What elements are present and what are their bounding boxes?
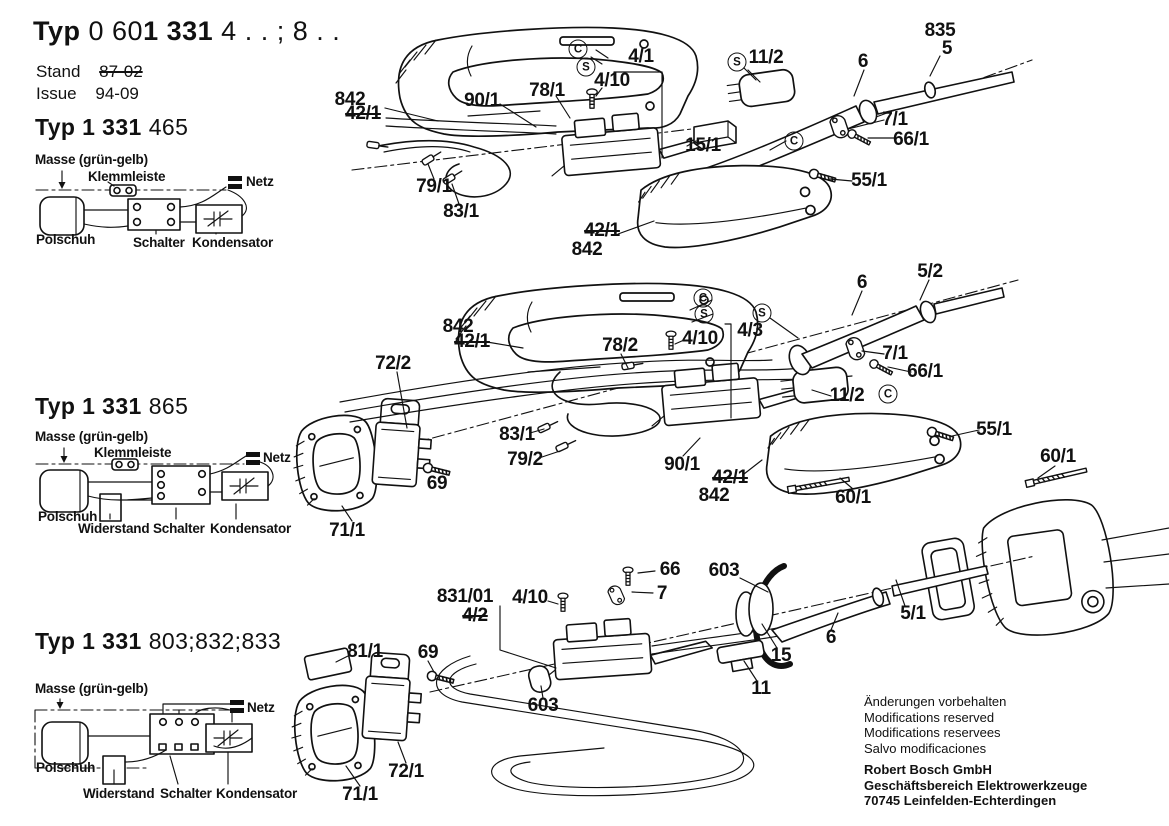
part-label-5-view1: 5 (941, 38, 953, 59)
part-label-60-1-view2: 60/1 (1040, 446, 1076, 467)
circled-letter-s-view1: S (728, 53, 747, 72)
label-widerstand-2: Widerstand (78, 521, 150, 536)
part-label-4-10-view3: 4/10 (512, 587, 548, 608)
part-label-842-view1: 842 (334, 89, 366, 110)
label-klemmleiste-2: Klemmleiste (94, 445, 172, 460)
part-label-835-view1: 835 (924, 20, 956, 41)
circled-letter-s-view1: S (577, 58, 596, 77)
part-label-90-1-view1: 90/1 (464, 90, 500, 111)
footer-block (864, 694, 1087, 809)
footer-note: Salvo modificaciones (864, 740, 987, 756)
part-label-6-view1: 6 (857, 51, 869, 72)
part-label-83-1-view2: 83/1 (499, 424, 535, 445)
footer-note: Modifications reserved (864, 709, 995, 725)
document-title (33, 16, 340, 47)
part-label-11-view3: 11 (751, 678, 771, 699)
issue-label: Issue (36, 84, 77, 103)
label-netz-3: Netz (247, 700, 275, 715)
label-kondensator-1: Kondensator (192, 235, 274, 250)
footer-note: Änderungen vorbehalten (864, 694, 1007, 709)
type-code-post: 4 . . ; 8 . . (221, 16, 341, 46)
part-label-842-view2: 842 (442, 316, 474, 337)
part-label-4-1-view1: 4/1 (628, 46, 654, 67)
label-schalter-3: Schalter (160, 786, 212, 801)
part-label-69-view3: 69 (417, 642, 439, 663)
section-title-465: Typ 1 331 465 (35, 114, 189, 140)
circled-letter-c-view1: C (569, 40, 588, 59)
label-masse-2: Masse (grün-gelb) (35, 429, 148, 444)
section-title-865: Typ 1 331 865 (35, 393, 189, 419)
part-label-5-2-view2: 5/2 (917, 261, 943, 282)
footer-note: Modifications reservees (864, 725, 1001, 740)
view2-art (290, 280, 1169, 643)
part-label-15-1-view1: 15/1 (685, 135, 721, 156)
part-label-4-3-view2: 4/3 (737, 320, 763, 341)
part-label-78-1-view1: 78/1 (529, 80, 565, 101)
part-label-42-1-view1: 42/1 (345, 103, 381, 124)
label-schalter-1: Schalter (133, 235, 185, 250)
circled-letter-s-view2: S (695, 305, 714, 324)
circled-letter-c-view1: C (785, 132, 804, 151)
label-masse-1: Masse (grün-gelb) (35, 152, 148, 167)
part-label-90-1-view2: 90/1 (664, 454, 700, 475)
part-label-5-1-view3: 5/1 (900, 603, 926, 624)
part-label-69-view2: 69 (426, 473, 448, 494)
part-label-66-view3: 66 (659, 559, 681, 580)
part-label-71-1-view3: 71/1 (342, 784, 378, 805)
part-label-6-view2: 6 (856, 272, 868, 293)
part-label-42-1-view2: 42/1 (712, 467, 748, 488)
stand-line (36, 62, 143, 82)
section-title-803: Typ 1 331 803;832;833 (35, 628, 282, 654)
part-label-79-1-view1: 79/1 (416, 176, 452, 197)
part-label-83-1-view1: 83/1 (443, 201, 479, 222)
label-polschuh-1: Polschuh (36, 232, 96, 247)
stand-value: 87-02 (99, 62, 143, 81)
issue-line (36, 84, 139, 104)
part-label-79-2-view2: 79/2 (507, 449, 543, 470)
part-label-71-1-view2: 71/1 (329, 520, 365, 541)
part-label-6-view3: 6 (825, 627, 837, 648)
circled-letter-s-view2: S (753, 304, 772, 323)
part-label-831-01-view3: 831/01 (436, 586, 494, 607)
part-label-4-10-view2: 4/10 (682, 328, 718, 349)
stand-label: Stand (36, 62, 81, 81)
part-label-66-1-view1: 66/1 (893, 129, 929, 150)
part-label-55-1-view2: 55/1 (976, 419, 1012, 440)
part-label-72-1-view3: 72/1 (388, 761, 424, 782)
part-label-42-1-view2: 42/1 (454, 331, 490, 352)
label-polschuh-3: Polschuh (36, 760, 96, 775)
label-klemmleiste-1: Klemmleiste (88, 169, 166, 184)
part-label-842-view2: 842 (698, 485, 730, 506)
footer-company-address: 70745 Leinfelden-Echterdingen (864, 793, 1057, 808)
part-label-60-1-view2: 60/1 (835, 487, 871, 508)
label-kondensator-2: Kondensator (210, 521, 292, 536)
circled-letter-c-view2: C (694, 289, 713, 308)
part-label-78-2-view2: 78/2 (602, 335, 638, 356)
label-widerstand-3: Widerstand (83, 786, 155, 801)
part-label-4-2-view3: 4/2 (462, 605, 488, 626)
part-label-55-1-view1: 55/1 (851, 170, 887, 191)
part-label-42-1-view1: 42/1 (584, 220, 620, 241)
footer-company-division: Geschäftsbereich Elektrowerkzeuge (864, 777, 1088, 793)
label-netz-2: Netz (263, 450, 291, 465)
part-label-603-view3: 603 (527, 695, 559, 716)
circled-letter-c-view2: C (879, 385, 898, 404)
type-code-bold: 1 331 (143, 16, 214, 46)
type-code-pre: 0 60 (88, 16, 144, 46)
part-label-11-2-view2: 11/2 (829, 385, 865, 406)
issue-value: 94-09 (95, 84, 139, 103)
part-label-15-view3: 15 (770, 645, 792, 666)
part-label-81-1-view3: 81/1 (347, 641, 383, 662)
part-label-72-2-view2: 72/2 (375, 353, 411, 374)
label-schalter-2: Schalter (153, 521, 205, 536)
part-label-4-10-view1: 4/10 (594, 70, 630, 91)
label-polschuh-2: Polschuh (38, 509, 98, 524)
part-label-842-view1: 842 (571, 239, 603, 260)
part-label-66-1-view2: 66/1 (907, 361, 943, 382)
typ-label: Typ (33, 16, 81, 46)
label-netz-1: Netz (246, 174, 274, 189)
part-label-7-view3: 7 (656, 583, 668, 604)
part-label-603-view3: 603 (708, 560, 740, 581)
part-label-11-2-view1: 11/2 (748, 47, 784, 68)
label-masse-3: Masse (grün-gelb) (35, 681, 148, 696)
part-label-7-1-view2: 7/1 (882, 343, 908, 364)
label-kondensator-3: Kondensator (216, 786, 298, 801)
footer-company-name: Robert Bosch GmbH (864, 762, 992, 777)
part-label-7-1-view1: 7/1 (882, 109, 908, 130)
